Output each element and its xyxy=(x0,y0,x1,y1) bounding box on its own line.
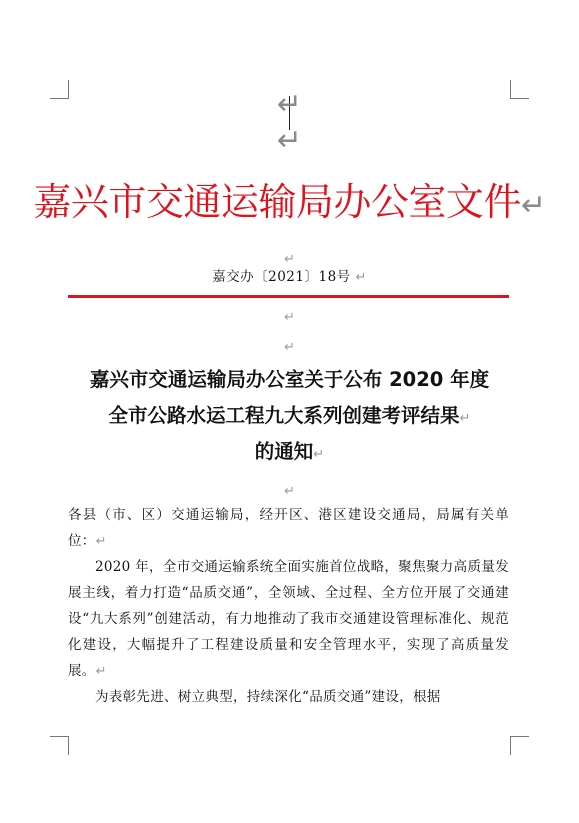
document-number-text: 嘉交办〔2021〕18号 xyxy=(212,269,351,285)
paragraph-mark-icon: ↵ xyxy=(284,340,295,355)
paragraph-mark-icon: ↵ xyxy=(313,447,325,462)
empty-paragraph[interactable] xyxy=(0,336,579,355)
paragraph-mark-icon: ↵ xyxy=(95,664,107,679)
body-paragraph[interactable] xyxy=(68,554,509,684)
empty-paragraph[interactable] xyxy=(0,306,579,325)
body-paragraph-text: 2020 年，全市交通运输系统全面实施首位战略，聚焦聚力高质量发展主线，着力打造“品质交通”，全领域、全过程、全方位开展了交通建设“九大系列”创建活动，有力地推动了我市交通建设管理标准化、规范化建设，大幅提升了工程建设质量和安全管理水平，实现了高质量发展。 xyxy=(68,559,509,679)
crop-mark-bottom-left xyxy=(50,736,69,755)
notice-title-text: 的通知 xyxy=(254,440,314,463)
paragraph-mark-icon: ↵ xyxy=(284,484,295,499)
paragraph-mark-icon: ↵ xyxy=(520,188,546,223)
header-title-text: 嘉兴市交通运输局办公室文件 xyxy=(33,180,521,224)
empty-paragraph[interactable] xyxy=(0,480,579,499)
paragraph-mark-icon: ↵ xyxy=(459,411,471,426)
notice-title-line[interactable] xyxy=(40,362,539,398)
empty-paragraph[interactable] xyxy=(0,87,579,122)
empty-paragraph[interactable] xyxy=(0,248,579,267)
paragraph-mark-icon: ↵ xyxy=(284,252,295,267)
document-header-title[interactable] xyxy=(0,178,579,230)
paragraph-mark-icon: ↵ xyxy=(95,534,107,549)
empty-paragraph[interactable] xyxy=(0,123,579,158)
paragraph-mark-icon: ↵ xyxy=(276,87,303,122)
crop-mark-bottom-right xyxy=(510,736,529,755)
notice-title-line[interactable] xyxy=(40,398,539,434)
notice-title-text: 全市公路水运工程九大系列创建考评结果 xyxy=(108,404,460,427)
paragraph-mark-icon: ↵ xyxy=(284,310,295,325)
salutation-paragraph[interactable] xyxy=(68,502,509,554)
salutation-text: 各县（市、区）交通运输局，经开区、港区建设交通局，局属有关单位： xyxy=(68,507,509,549)
paragraph-mark-icon: ↵ xyxy=(355,270,367,285)
body-paragraph[interactable] xyxy=(68,684,509,710)
document-number[interactable] xyxy=(0,268,579,286)
notice-title-text: 嘉兴市交通运输局办公室关于公布 2020 年度 xyxy=(89,368,490,391)
body-paragraph-text: 为表彰先进、树立典型，持续深化“品质交通”建设，根据 xyxy=(95,689,441,705)
paragraph-mark-icon: ↵ xyxy=(276,123,303,158)
red-header-rule xyxy=(68,295,509,298)
notice-title-line[interactable] xyxy=(40,434,539,470)
